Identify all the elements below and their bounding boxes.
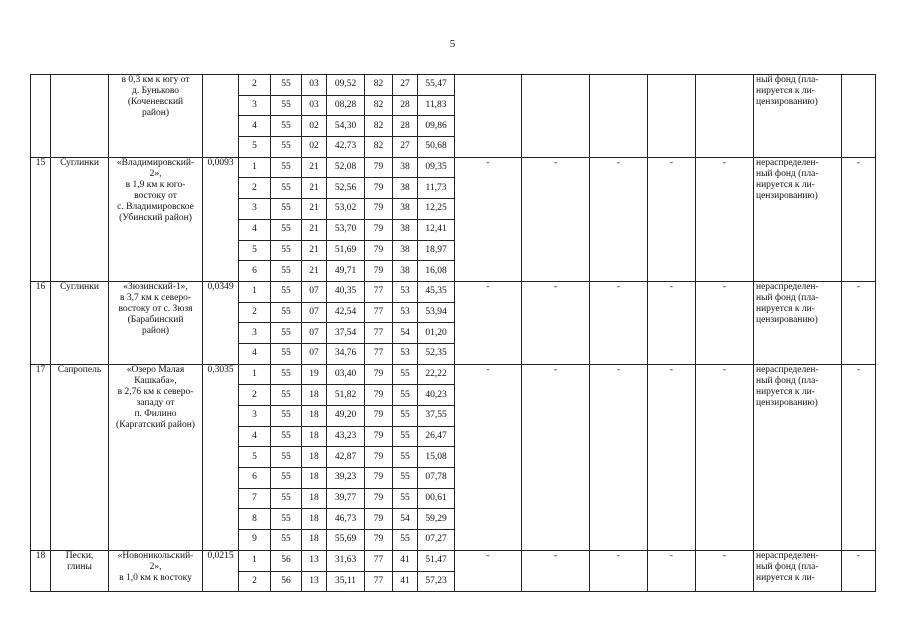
deposit-name-line: д. Буньково	[131, 86, 180, 96]
status-line: цензированию)	[756, 397, 818, 408]
deposit-name-line: район)	[141, 325, 170, 336]
notes-cell: -	[842, 281, 876, 364]
coordinate-cell: 53	[393, 343, 418, 364]
coordinate-cell: 13	[302, 550, 327, 571]
coordinate-cell: 07	[302, 281, 327, 302]
notes-cell: -	[842, 157, 876, 281]
coordinate-cell: 07	[302, 323, 327, 344]
mineral-type-line: глины	[67, 561, 92, 572]
coordinate-cell: 40,35	[327, 281, 365, 302]
dash-cell: -	[648, 157, 696, 281]
status-cell	[754, 364, 842, 550]
coordinate-cell: 55	[271, 302, 302, 323]
dash-cell: -	[590, 281, 648, 364]
page-number: 5	[449, 38, 456, 50]
coordinate-cell: 54	[393, 323, 418, 344]
coordinate-cell: 16,08	[418, 261, 455, 282]
coordinate-cell: 4	[239, 426, 271, 447]
table-row	[31, 281, 876, 302]
coordinate-cell: 77	[365, 550, 393, 571]
status-line: нируется к ли-	[756, 386, 815, 397]
coordinate-cell: 55	[271, 75, 302, 96]
coordinate-cell: 12,41	[418, 219, 455, 240]
coordinate-cell: 2	[239, 571, 271, 592]
coordinate-cell: 55	[271, 447, 302, 468]
coordinate-cell: 55	[271, 219, 302, 240]
coordinate-cell: 5	[239, 137, 271, 158]
coordinate-cell: 15,08	[418, 447, 455, 468]
coordinate-cell: 55	[271, 343, 302, 364]
coordinate-cell: 55	[393, 530, 418, 551]
status-line: нераспределен-	[756, 550, 819, 561]
deposit-name-cell	[109, 550, 203, 591]
dash-cell: -	[522, 281, 590, 364]
deposit-name-line: «Новоникольский-	[117, 550, 194, 561]
coordinate-cell: 35,11	[327, 571, 365, 592]
coordinate-cell: 38	[393, 157, 418, 178]
coordinate-cell: 18	[302, 530, 327, 551]
coordinate-cell: 42,73	[327, 137, 365, 158]
status-line: ный фонд (пла-	[756, 168, 819, 179]
coordinate-cell: 08,28	[327, 95, 365, 116]
coordinate-cell: 1	[239, 550, 271, 571]
coordinate-cell: 38	[393, 178, 418, 199]
coordinate-cell: 55	[393, 426, 418, 447]
coordinate-cell: 55	[271, 116, 302, 137]
coordinate-cell: 3	[239, 199, 271, 220]
coordinate-cell: 1	[239, 281, 271, 302]
coordinate-cell: 54	[393, 509, 418, 530]
deposit-name-line: востоку от с. Зюзя	[118, 303, 193, 314]
coordinate-cell: 46,73	[327, 509, 365, 530]
coordinate-cell: 53	[393, 302, 418, 323]
coordinate-cell: 09,52	[327, 75, 365, 96]
coordinate-cell: 09,35	[418, 157, 455, 178]
dash-cell: -	[522, 550, 590, 591]
deposit-name-line: (Коченевский	[127, 97, 184, 107]
coordinate-cell: 79	[365, 385, 393, 406]
deposit-number-cell: 16	[31, 281, 51, 364]
mineral-type-cell: Суглинки	[51, 281, 109, 364]
coordinate-cell: 1	[239, 364, 271, 385]
deposit-name-cell	[109, 157, 203, 281]
area-cell: 0,0215	[203, 550, 239, 591]
coordinate-cell: 2	[239, 178, 271, 199]
coordinate-cell: 38	[393, 240, 418, 261]
dash-cell	[648, 75, 696, 158]
status-cell	[754, 75, 842, 158]
coordinate-cell: 4	[239, 116, 271, 137]
status-line: нируется к ли-	[756, 572, 815, 583]
coordinate-cell: 11,73	[418, 178, 455, 199]
dash-cell: -	[590, 157, 648, 281]
table-row	[31, 364, 876, 385]
coordinate-cell: 79	[365, 178, 393, 199]
coordinate-cell: 55	[271, 488, 302, 509]
dash-cell: -	[648, 281, 696, 364]
status-line: нируется к ли-	[756, 86, 815, 96]
coordinate-cell: 41	[393, 550, 418, 571]
coordinate-cell: 26,47	[418, 426, 455, 447]
deposit-name-line: в 3,7 км к северо-	[120, 292, 191, 303]
coordinate-cell: 4	[239, 219, 271, 240]
coordinate-cell: 55	[393, 364, 418, 385]
coordinate-cell: 21	[302, 157, 327, 178]
coordinate-cell: 01,20	[418, 323, 455, 344]
status-line: цензированию)	[756, 97, 818, 107]
coordinate-cell: 7	[239, 488, 271, 509]
coordinate-cell: 12,25	[418, 199, 455, 220]
area-cell	[203, 75, 239, 158]
coordinate-cell: 79	[365, 488, 393, 509]
coordinate-cell: 27	[393, 137, 418, 158]
status-line: цензированию)	[756, 314, 818, 325]
coordinate-cell: 18,97	[418, 240, 455, 261]
deposit-number-cell: 18	[31, 550, 51, 591]
deposit-name-cell	[109, 75, 203, 158]
dash-cell: -	[590, 550, 648, 591]
coordinate-cell: 51,69	[327, 240, 365, 261]
coordinate-cell: 55	[393, 468, 418, 489]
coordinate-cell: 9	[239, 530, 271, 551]
coordinate-cell: 55	[271, 178, 302, 199]
notes-cell: -	[842, 550, 876, 591]
status-line: нераспределен-	[756, 157, 819, 168]
deposit-name-line: «Озеро Малая	[126, 364, 185, 375]
notes-cell	[842, 75, 876, 158]
coordinate-cell: 2	[239, 385, 271, 406]
table-row	[31, 157, 876, 178]
coordinate-cell: 21	[302, 240, 327, 261]
coordinate-cell: 79	[365, 426, 393, 447]
coordinate-cell: 79	[365, 261, 393, 282]
coordinate-cell: 79	[365, 406, 393, 427]
coordinate-cell: 1	[239, 157, 271, 178]
coordinate-cell: 4	[239, 343, 271, 364]
coordinate-cell: 55,69	[327, 530, 365, 551]
coordinate-cell: 59,29	[418, 509, 455, 530]
status-cell	[754, 281, 842, 364]
dash-cell: -	[648, 550, 696, 591]
deposit-name-line: п. Филино	[134, 408, 177, 419]
coordinate-cell: 2	[239, 75, 271, 96]
deposit-name-line: в 2,76 км к северо-	[117, 386, 194, 397]
deposit-name-line: (Барабинский	[127, 314, 184, 325]
coordinate-cell: 55	[271, 137, 302, 158]
coordinate-cell: 82	[365, 75, 393, 96]
deposit-name-line: (Убинский район)	[119, 212, 192, 223]
coordinate-cell: 3	[239, 406, 271, 427]
coordinate-cell: 49,71	[327, 261, 365, 282]
mineral-type-line: Пески,	[65, 550, 94, 561]
status-cell	[754, 550, 842, 591]
coordinate-cell: 79	[365, 240, 393, 261]
deposit-name-line: Кашкаба»,	[134, 375, 177, 386]
coordinate-cell: 18	[302, 488, 327, 509]
deposit-number-cell	[31, 75, 51, 158]
dash-cell: -	[455, 550, 522, 591]
coordinate-cell: 50,68	[418, 137, 455, 158]
coordinate-cell: 42,87	[327, 447, 365, 468]
coordinate-cell: 40,23	[418, 385, 455, 406]
coordinate-cell: 79	[365, 509, 393, 530]
coordinate-cell: 52,35	[418, 343, 455, 364]
area-cell: 0,0349	[203, 281, 239, 364]
coordinate-cell: 77	[365, 302, 393, 323]
coordinate-cell: 07	[302, 302, 327, 323]
coordinate-cell: 18	[302, 447, 327, 468]
dash-cell	[522, 75, 590, 158]
dash-cell: -	[696, 157, 754, 281]
coordinate-cell: 3	[239, 95, 271, 116]
deposits-table	[30, 74, 876, 592]
coordinate-cell: 21	[302, 219, 327, 240]
coordinate-cell: 31,63	[327, 550, 365, 571]
coordinate-cell: 79	[365, 199, 393, 220]
coordinate-cell: 37,55	[418, 406, 455, 427]
dash-cell	[590, 75, 648, 158]
coordinate-cell: 55	[393, 385, 418, 406]
coordinate-cell: 39,77	[327, 488, 365, 509]
status-line: нераспределен-	[756, 281, 819, 292]
coordinate-cell: 09,86	[418, 116, 455, 137]
deposit-name-line: востоку от	[134, 190, 177, 201]
coordinate-cell: 45,35	[418, 281, 455, 302]
coordinate-cell: 38	[393, 199, 418, 220]
coordinate-cell: 21	[302, 178, 327, 199]
coordinate-cell: 8	[239, 509, 271, 530]
deposit-name-line: в 1,0 км к востоку	[119, 572, 192, 583]
coordinate-cell: 55	[271, 199, 302, 220]
coordinate-cell: 03	[302, 75, 327, 96]
coordinate-cell: 22,22	[418, 364, 455, 385]
coordinate-cell: 38	[393, 261, 418, 282]
coordinate-cell: 21	[302, 261, 327, 282]
status-line: ный фонд (пла-	[756, 375, 819, 386]
deposit-name-line: западу от	[136, 397, 175, 408]
deposit-name-cell	[109, 281, 203, 364]
dash-cell	[455, 75, 522, 158]
coordinate-cell: 55	[271, 426, 302, 447]
coordinate-cell: 54,30	[327, 116, 365, 137]
status-line: нируется к ли-	[756, 179, 815, 190]
coordinate-cell: 02	[302, 116, 327, 137]
status-line: ный фонд (пла-	[756, 561, 819, 572]
deposit-name-line: район)	[141, 108, 170, 118]
dash-cell: -	[590, 364, 648, 550]
deposit-name-line: в 1,9 км к юго-	[125, 179, 186, 190]
coordinate-cell: 41	[393, 571, 418, 592]
deposit-name-line: с. Владимировское	[117, 201, 194, 212]
coordinate-cell: 43,23	[327, 426, 365, 447]
coordinate-cell: 03	[302, 95, 327, 116]
mineral-type-cell	[51, 75, 109, 158]
coordinate-cell: 55	[271, 281, 302, 302]
coordinate-cell: 79	[365, 468, 393, 489]
table-row	[31, 550, 876, 571]
coordinate-cell: 6	[239, 261, 271, 282]
coordinate-cell: 38	[393, 219, 418, 240]
coordinate-cell: 55	[393, 406, 418, 427]
notes-cell: -	[842, 364, 876, 550]
coordinate-cell: 55	[393, 488, 418, 509]
coordinate-cell: 55	[271, 509, 302, 530]
coordinate-cell: 53	[393, 281, 418, 302]
coordinate-cell: 77	[365, 571, 393, 592]
dash-cell: -	[455, 281, 522, 364]
status-cell	[754, 157, 842, 281]
coordinate-cell: 55	[271, 468, 302, 489]
coordinate-cell: 37,54	[327, 323, 365, 344]
coordinate-cell: 77	[365, 281, 393, 302]
deposit-name-line: (Каргатский район)	[116, 419, 195, 430]
coordinate-cell: 55,47	[418, 75, 455, 96]
coordinate-cell: 21	[302, 199, 327, 220]
coordinate-cell: 42,54	[327, 302, 365, 323]
dash-cell: -	[522, 157, 590, 281]
dash-cell: -	[696, 281, 754, 364]
table-row	[31, 75, 876, 96]
coordinate-cell: 77	[365, 323, 393, 344]
coordinate-cell: 55	[393, 447, 418, 468]
coordinate-cell: 39,23	[327, 468, 365, 489]
coordinate-cell: 18	[302, 426, 327, 447]
coordinate-cell: 53,70	[327, 219, 365, 240]
coordinate-cell: 82	[365, 137, 393, 158]
coordinate-cell: 55	[271, 385, 302, 406]
coordinate-cell: 18	[302, 406, 327, 427]
coordinate-cell: 57,23	[418, 571, 455, 592]
deposits-table-wrapper	[30, 74, 876, 592]
dash-cell: -	[455, 364, 522, 550]
coordinate-cell: 52,56	[327, 178, 365, 199]
status-line: ный фонд (пла-	[756, 75, 819, 85]
coordinate-cell: 49,20	[327, 406, 365, 427]
status-line: нируется к ли-	[756, 303, 815, 314]
coordinate-cell: 5	[239, 447, 271, 468]
dash-cell: -	[648, 364, 696, 550]
coordinate-cell: 55	[271, 364, 302, 385]
area-cell: 0,0093	[203, 157, 239, 281]
coordinate-cell: 55	[271, 261, 302, 282]
status-line: нераспределен-	[756, 364, 819, 375]
coordinate-cell: 52,08	[327, 157, 365, 178]
dash-cell: -	[696, 364, 754, 550]
coordinate-cell: 3	[239, 323, 271, 344]
coordinate-cell: 79	[365, 364, 393, 385]
deposit-number-cell: 17	[31, 364, 51, 550]
coordinate-cell: 55	[271, 406, 302, 427]
coordinate-cell: 07,78	[418, 468, 455, 489]
mineral-type-cell	[51, 550, 109, 591]
coordinate-cell: 79	[365, 447, 393, 468]
deposit-name-line: «Зюзинский-1»,	[123, 281, 188, 292]
coordinate-cell: 55	[271, 240, 302, 261]
coordinate-cell: 5	[239, 240, 271, 261]
coordinate-cell: 18	[302, 509, 327, 530]
coordinate-cell: 56	[271, 571, 302, 592]
coordinate-cell: 51,47	[418, 550, 455, 571]
coordinate-cell: 19	[302, 364, 327, 385]
area-cell: 0,3035	[203, 364, 239, 550]
coordinate-cell: 79	[365, 530, 393, 551]
coordinate-cell: 13	[302, 571, 327, 592]
coordinate-cell: 27	[393, 75, 418, 96]
mineral-type-cell: Сапропель	[51, 364, 109, 550]
coordinate-cell: 00,61	[418, 488, 455, 509]
coordinate-cell: 77	[365, 343, 393, 364]
coordinate-cell: 07	[302, 343, 327, 364]
coordinate-cell: 02	[302, 137, 327, 158]
deposit-name-line: «Владимировский-	[116, 157, 195, 168]
coordinate-cell: 28	[393, 116, 418, 137]
coordinate-cell: 03,40	[327, 364, 365, 385]
coordinate-cell: 79	[365, 219, 393, 240]
deposit-name-line: в 0,3 км к югу от	[121, 75, 190, 85]
coordinate-cell: 56	[271, 550, 302, 571]
deposit-name-line: 2»,	[149, 561, 162, 572]
dash-cell	[696, 75, 754, 158]
coordinate-cell: 11,83	[418, 95, 455, 116]
coordinate-cell: 79	[365, 157, 393, 178]
coordinate-cell: 55	[271, 323, 302, 344]
status-line: цензированию)	[756, 190, 818, 201]
coordinate-cell: 6	[239, 468, 271, 489]
coordinate-cell: 07,27	[418, 530, 455, 551]
coordinate-cell: 2	[239, 302, 271, 323]
coordinate-cell: 82	[365, 116, 393, 137]
coordinate-cell: 53,02	[327, 199, 365, 220]
coordinate-cell: 53,94	[418, 302, 455, 323]
dash-cell: -	[455, 157, 522, 281]
coordinate-cell: 51,82	[327, 385, 365, 406]
deposit-name-cell	[109, 364, 203, 550]
coordinate-cell: 82	[365, 95, 393, 116]
coordinate-cell: 55	[271, 95, 302, 116]
coordinate-cell: 18	[302, 385, 327, 406]
deposit-number-cell: 15	[31, 157, 51, 281]
mineral-type-cell: Суглинки	[51, 157, 109, 281]
dash-cell: -	[696, 550, 754, 591]
deposit-name-line: 2»,	[149, 168, 162, 179]
coordinate-cell: 55	[271, 530, 302, 551]
status-line: ный фонд (пла-	[756, 292, 819, 303]
coordinate-cell: 18	[302, 468, 327, 489]
coordinate-cell: 55	[271, 157, 302, 178]
coordinate-cell: 34,76	[327, 343, 365, 364]
dash-cell: -	[522, 364, 590, 550]
coordinate-cell: 28	[393, 95, 418, 116]
